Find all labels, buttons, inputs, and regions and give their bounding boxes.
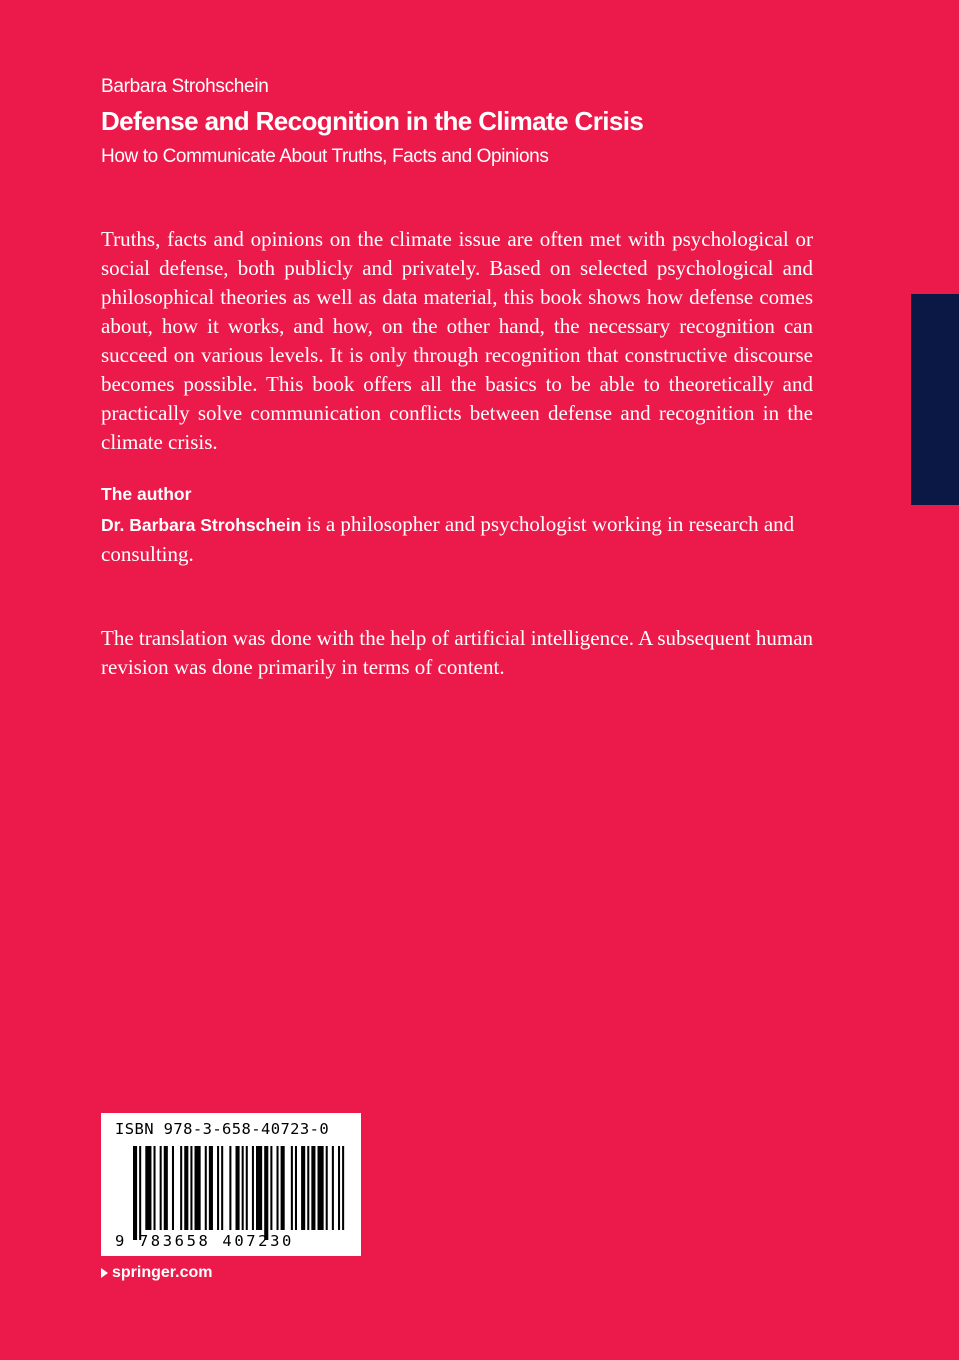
barcode-bar xyxy=(195,1146,201,1230)
barcode-bar xyxy=(229,1146,231,1230)
barcode-digits: 9 783658 407230 xyxy=(115,1232,294,1250)
barcode-bar xyxy=(256,1146,262,1230)
barcode-bar xyxy=(270,1146,272,1230)
barcode-bar xyxy=(301,1146,305,1230)
isbn-barcode xyxy=(101,1113,361,1256)
side-tab xyxy=(911,294,959,505)
barcode-bar xyxy=(277,1146,279,1230)
barcode-bar xyxy=(139,1146,141,1240)
barcode-bar xyxy=(326,1146,328,1230)
barcode-bar xyxy=(281,1146,285,1230)
isbn-label: ISBN 978-3-658-40723-0 xyxy=(115,1120,330,1138)
barcode-bar xyxy=(172,1146,174,1230)
barcode-bar xyxy=(217,1146,219,1230)
author-bio xyxy=(101,510,821,569)
publisher-link-text[interactable]: springer.com xyxy=(112,1264,213,1281)
barcode-bar xyxy=(221,1146,223,1230)
barcode-bar xyxy=(332,1146,334,1230)
author-bio-text: is a philosopher and psychologist working in research and consulting. xyxy=(101,512,795,566)
barcode-bar xyxy=(180,1146,182,1230)
publisher-link[interactable] xyxy=(101,1264,212,1282)
barcode-bar xyxy=(236,1146,240,1230)
barcode-bar xyxy=(133,1146,137,1240)
barcode-bar xyxy=(242,1146,244,1230)
barcode-bar xyxy=(264,1146,268,1240)
barcode-bar xyxy=(318,1146,324,1230)
barcode-bar xyxy=(145,1146,151,1230)
book-title: Defense and Recognition in the Climate Crisis xyxy=(101,106,644,136)
barcode-bar xyxy=(291,1146,293,1230)
barcode-bar xyxy=(338,1146,340,1230)
barcode-bar xyxy=(209,1146,213,1230)
author-section-heading: The author xyxy=(101,484,192,504)
book-subtitle: How to Communicate About Truths, Facts and Opinions xyxy=(101,146,549,167)
barcode-bar xyxy=(154,1146,156,1230)
barcode-bar xyxy=(295,1146,297,1230)
author-name: Barbara Strohschein xyxy=(101,76,269,97)
barcode-bar xyxy=(160,1146,162,1230)
barcode-bar xyxy=(246,1146,248,1230)
book-blurb: Truths, facts and opinions on the climate issue are often met with psychological or social defense, both publicly and privately. Based on selected psychological and philosophical theories as well as data material, this book shows how defense comes about, how it works, and how, on the other hand, the necessary recognition can succeed on various levels. It is only through recognition that constructive discourse becomes possible. This book offers all the basics to be able to theoretically and practically solve communication conflicts between defense and recognition in the climate crisis. xyxy=(101,227,813,454)
barcode-bar xyxy=(205,1146,207,1230)
barcode-bar xyxy=(184,1146,188,1230)
barcode-bar xyxy=(252,1146,254,1230)
arrow-icon xyxy=(101,1268,108,1278)
barcode-bar xyxy=(311,1146,315,1230)
author-bio-name: Dr. Barbara Strohschein xyxy=(101,515,302,535)
barcode-bar xyxy=(307,1146,309,1230)
barcode-bar xyxy=(342,1146,344,1230)
barcode-bar xyxy=(190,1146,192,1230)
barcode-bar xyxy=(164,1146,168,1230)
translation-note: The translation was done with the help of artificial intelligence. A subsequent human revision was done primarily in terms of content. xyxy=(101,626,814,679)
